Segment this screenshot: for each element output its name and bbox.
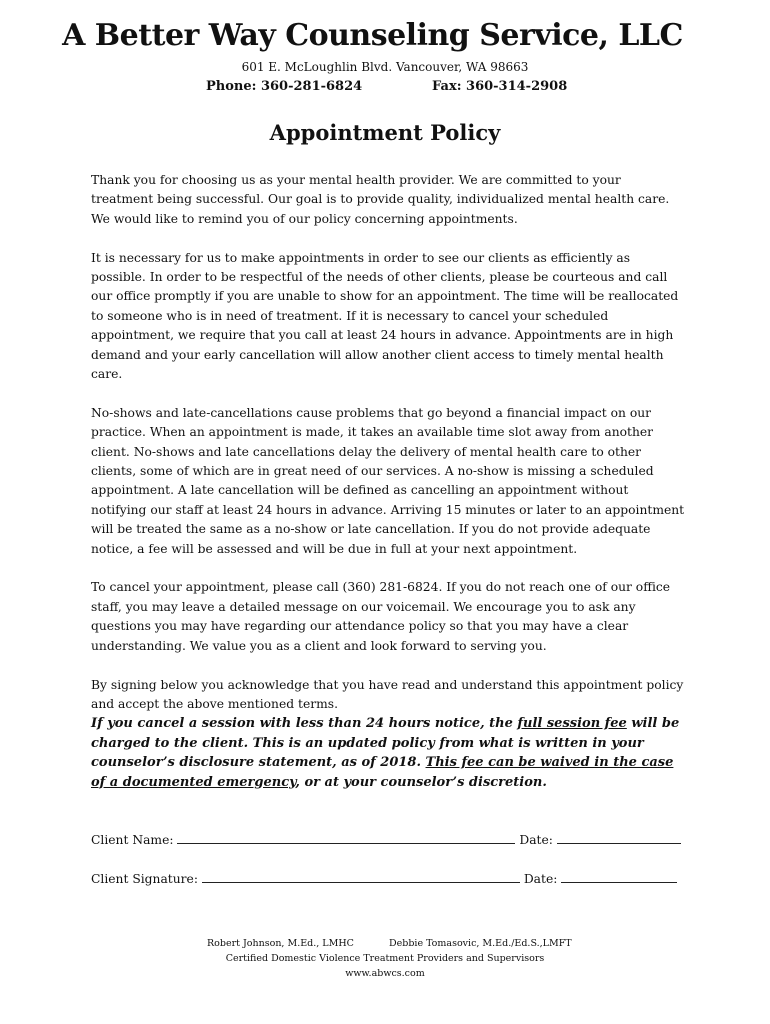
notice-text-3: , or at your counselor’s discretion. [295, 774, 547, 790]
notice-emergency-waiver: This fee can be waived in the case of a documented emergency [91, 755, 674, 790]
phone-number: Phone: 360-281-6824 [206, 79, 363, 94]
footer-person-1: Robert Johnson, M.Ed., LMHC [207, 938, 354, 949]
organization-address: 601 E. McLoughlin Blvd. Vancouver, WA 98663 [241, 60, 529, 74]
client-signature-date-label: Date: [523, 872, 558, 886]
appointments-paragraph: It is necessary for us to make appointments in order to see our clients as efficiently as possible. In order to be respectful of the needs of other clients, please be courteous and call our office promptly if you are unable to show for an appointment. The time will be reallocated to someone who is in need of treatment. If it is necessary to cancel your scheduled appointment, we require that you call at least 24 hours in advance. Appointments are in high demand and your early cancellation will allow another client access to timely mental health care. [91, 250, 679, 382]
intro-paragraph: Thank you for choosing us as your mental health provider. We are committed to your treatment being successful. Our goal is to provide quality, individualized mental health care. We would like to remind you of our policy concerning appointments. [91, 173, 670, 226]
organization-name: A Better Way Counseling Service, LLC [62, 18, 683, 53]
client-name-date-label: Date: [519, 833, 553, 847]
fax-number: Fax: 360-314-2908 [432, 79, 568, 94]
client-signature-field[interactable] [202, 870, 520, 883]
footer-certification: Certified Domestic Violence Treatment Providers and Supervisors [225, 953, 545, 964]
no-show-paragraph: No-shows and late-cancellations cause problems that go beyond a financial impact on our practice. When an appointment is made, it takes an available time slot away from another client. No-shows and late cancellations delay the delivery of mental health care to other clients, some of which are in great need of our services. A no-show is missing a scheduled appointment. A late cancellation will be defined as cancelling an appointment without notifying our staff at least 24 hours in advance. Arriving 15 minutes or later to an appointment will be treated the same as a no-show or late cancellation. If you do not provide adequate notice, a fee will be assessed and will be due in full at your next appointment. [91, 405, 685, 556]
client-name-field[interactable] [177, 831, 515, 844]
document-title: Appointment Policy [269, 120, 501, 145]
fee-notice [91, 714, 685, 792]
footer-person-2: Debbie Tomasovic, M.Ed./Ed.S.,LMFT [389, 938, 572, 949]
footer-website: www.abwcs.com [345, 968, 425, 979]
client-signature-date-field[interactable] [561, 870, 677, 883]
client-signature-label: Client Signature: [91, 872, 198, 886]
client-name-row [91, 831, 681, 847]
cancellation-paragraph: To cancel your appointment, please call (360) 281-6824. If you do not reach one of our office staff, you may leave a detailed message on our voicemail. We encourage you to ask any questions you may have regarding our attendance policy so that you may have a clear understanding. We value you as a client and look forward to serving you. [91, 580, 671, 653]
client-name-label: Client Name: [91, 833, 174, 847]
client-signature-row [91, 870, 677, 886]
notice-full-fee: full session fee [517, 716, 627, 731]
policy-body [91, 171, 685, 734]
notice-text-2: will be charged to the client. This is an updated policy from what is written in your counselor’s disclosure statement, as of 2018. [91, 716, 680, 771]
notice-text-1: If you cancel a session with less than 24 hours notice, the [91, 716, 518, 731]
acknowledgement-paragraph: By signing below you acknowledge that you have read and understand this appointment policy and accept the above mentioned terms. [91, 677, 684, 711]
client-name-date-field[interactable] [557, 831, 681, 844]
